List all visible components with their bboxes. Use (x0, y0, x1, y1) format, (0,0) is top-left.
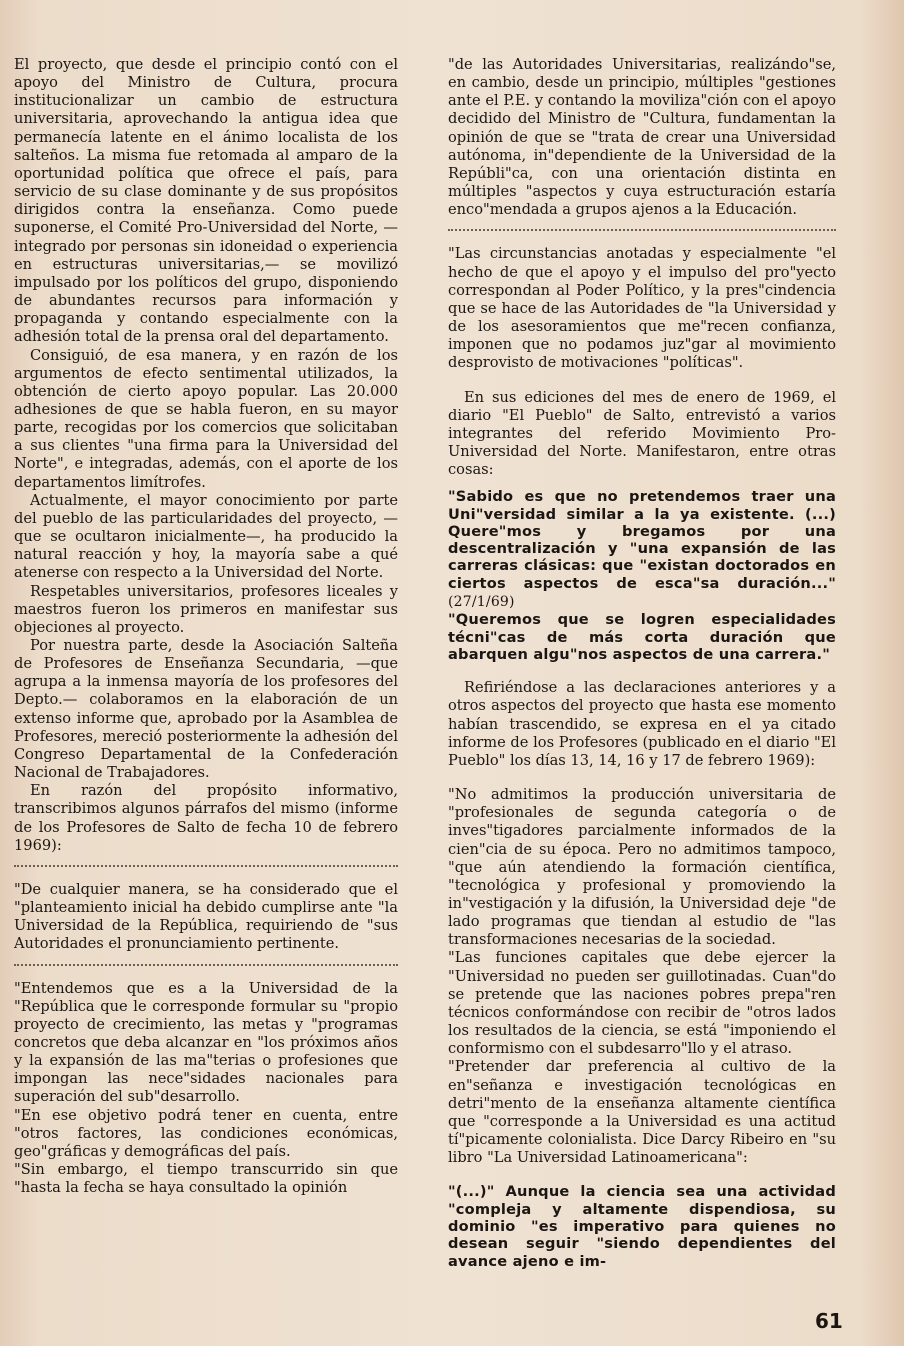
paragraph: Consiguió, de esa manera, y en razón de los argumentos de efecto sentimental utilizados, la obtención de cierto apoyo popular. Las 20.000 adhesiones de que se habla fueron, en su mayor parte, recogidas por los comercios que solicitaban a sus clientes "una firma para la Universidad del Norte", e integradas, además, con el aporte de los departamentos limítrofes. (14, 346, 398, 491)
bold-quote: "(...)" Aunque la ciencia sea una actividad "compleja y altamente dispendiosa, su dominio "es imperativo para quienes no desean seguir "siendo dependientes del avance ajeno e im- (448, 1183, 836, 1270)
quoted-paragraph: "Las funciones capitales que debe ejercer la "Universidad no pueden ser guillotinadas. Cuan"do se pretende que las naciones pobres prepa"ren técnicos conformándose con recibir de "otros lados los resultados de la ciencia, se está "imponiendo el conformismo con el subdesarro"llo y el atraso. (448, 949, 836, 1058)
paragraph: Respetables universitarios, profesores liceales y maestros fueron los primeros en manifestar sus objeciones al proyecto. (14, 582, 398, 636)
left-column (14, 56, 398, 1197)
paragraph: Actualmente, el mayor conocimiento por parte del pueblo de las particularidades del proyecto, —que se ocultaron inicialmente—, ha producido la natural reacción y hoy, la mayoría sabe a qué atenerse con respecto a la Universidad del Norte. (14, 491, 398, 582)
dotted-separator (14, 964, 398, 966)
bold-quote: "Queremos que se logren especialidades técni"cas de más corta duración que abarquen algu"nos aspectos de una carrera." (448, 611, 836, 663)
paragraph: En razón del propósito informativo, transcribimos algunos párrafos del mismo (informe de los Profesores de Salto de fecha 10 de febrero 1969): (14, 782, 398, 854)
paragraph: En sus ediciones del mes de enero de 1969, el diario "El Pueblo" de Salto, entrevistó a varios integrantes del referido Movimiento Pro-Universidad del Norte. Manifestaron, entre otras cosas: (448, 388, 836, 479)
right-column (448, 56, 836, 1270)
quote-date: (27/1/69) (448, 594, 515, 611)
quoted-paragraph: "Pretender dar preferencia al cultivo de la en"señanza e investigación tecnológicas en detri"mento de la enseñanza altamente científica que "corresponde a la Universidad es una actitud tí"picamente colonialista. Dice Darcy Ribeiro en "su libro "La Universidad Latinoamericana": (448, 1058, 836, 1167)
quoted-paragraph: "De cualquier manera, se ha considerado que el "planteamiento inicial ha debido cumplirse ante "la Universidad de la República, requiriendo de "sus Autoridades el pronunciamiento pertinente. (14, 880, 398, 953)
quoted-paragraph: "No admitimos la producción universitaria de "profesionales de segunda categoría o de inves"tigadores parcialmente informados de la cien"cia de su época. Pero no admitimos tampoco, "que aún atendiendo la formación científica, "tecnológica y profesional y promoviendo la in"vestigación y la difusión, la Universidad deje "de lado programas que tiendan al estudio de "las transformaciones necesarias de la sociedad. (448, 786, 836, 949)
bold-quote-text: "Sabido es que no pretendemos traer una Uni"versidad similar a la ya existente. (...) Quere"mos y bregamos por una descentralización y "una expansión de las carreras clásicas: que "existan doctorados en ciertos aspectos de esca"sa duración..." (448, 488, 836, 592)
bold-quote (448, 488, 836, 611)
page-number: 61 (815, 1309, 843, 1333)
quoted-paragraph: "de las Autoridades Universitarias, realizándo"se, en cambio, desde un principio, múltiples "gestiones ante el P.E. y contando la moviliza"ción con el apoyo decidido del Ministro de "Cultura, fundamentan la opinión de que se "trata de crear una Universidad autónoma, in"dependiente de la Universidad de la Repúbli"ca, con una orientación distinta en múltiples "aspectos y cuya estructuración estaría enco"mendada a grupos ajenos a la Educación. (448, 56, 836, 219)
quoted-paragraph: "Entendemos que es a la Universidad de la "República que le corresponde formular su "propio proyecto de crecimiento, las metas y "programas concretos que deba alcanzar en "los próximos años y la expansión de las ma"terias o profesiones que impongan las nece"sidades nacionales para superación del sub"desarrollo. (14, 979, 398, 1106)
dotted-separator (448, 229, 836, 231)
paragraph: Refiriéndose a las declaraciones anteriores y a otros aspectos del proyecto que hasta ese momento habían trascendido, se expresa en el ya citado informe de los Profesores (publicado en el diario "El Pueblo" los días 13, 14, 16 y 17 de febrero 1969): (448, 679, 836, 769)
paragraph: El proyecto, que desde el principio contó con el apoyo del Ministro de Cultura, procura institucionalizar un cambio de estructura universitaria, aprovechando la antigua idea que permanecía latente en el ánimo localista de los salteños. La misma fue retomada al amparo de la oportunidad política que ofrece el país, para servicio de su clase dominante y de sus propósitos dirigidos contra la enseñanza. Como puede suponerse, el Comité Pro-Universidad del Norte, —integrado por personas sin idoneidad o experiencia en estructuras universitarias,— se movilizó impulsado por los políticos del grupo, disponiendo de abundantes recursos para información y propaganda y contando especialmente con la adhesión total de la prensa oral del departamento. (14, 56, 398, 346)
quoted-paragraph: "Las circunstancias anotadas y especialmente "el hecho de que el apoyo y el impulso del pro"yecto correspondan al Poder Político, y la pres"cindencia que se hace de las Autoridades de "la Universidad y de los asesoramientos que me"recen confianza, imponen que no podamos juz"gar al movimiento desprovisto de motivaciones "políticas". (448, 245, 836, 372)
dotted-separator (14, 865, 398, 867)
paragraph: Por nuestra parte, desde la Asociación Salteña de Profesores de Enseñanza Secundaria, —que agrupa a la inmensa mayoría de los profesores del Depto.— colaboramos en la elaboración de un extenso informe que, aprobado por la Asamblea de Profesores, mereció posteriormente la adhesión del Congreso Departamental de la Confederación Nacional de Trabajadores. (14, 637, 398, 782)
quoted-paragraph: "En ese objetivo podrá tener en cuenta, entre "otros factores, las condiciones económicas, geo"gráficas y demográficas del país. (14, 1106, 398, 1160)
quoted-paragraph: "Sin embargo, el tiempo transcurrido sin que "hasta la fecha se haya consultado la opinión (14, 1161, 398, 1197)
